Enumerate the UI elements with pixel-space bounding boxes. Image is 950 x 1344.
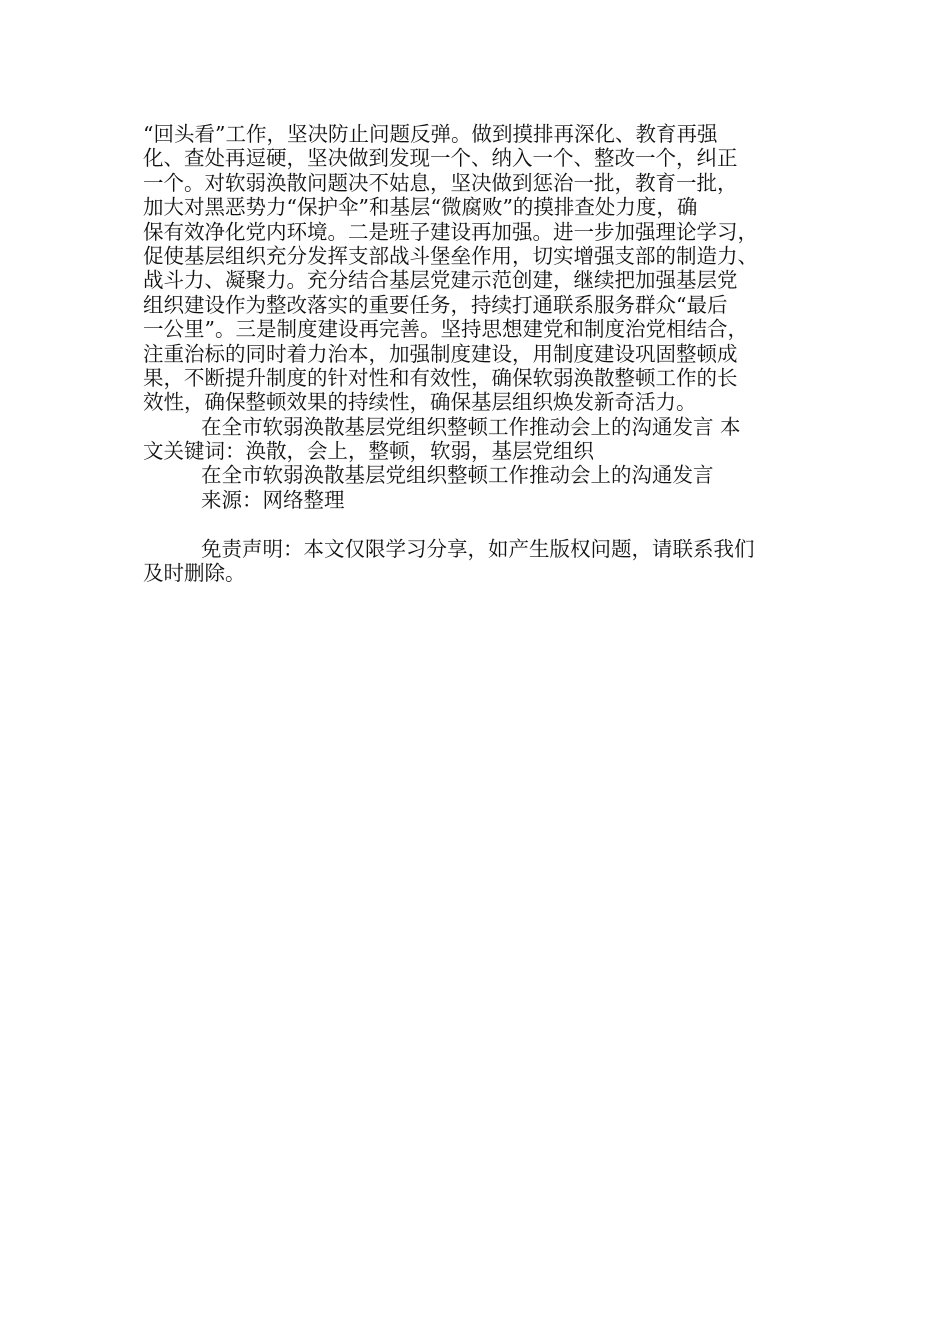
- body-line: 一个。对软弱涣散问题决不姑息，坚决做到惩治一批，教育一批，: [143, 170, 738, 195]
- body-line: “回头看”工作，坚决防止问题反弹。做到摸排再深化、教育再强: [143, 122, 718, 146]
- body-line: 化、查处再逗硬，坚决做到发现一个、纳入一个、整改一个，纠正: [143, 146, 738, 171]
- document-body: [143, 122, 826, 585]
- body-line: 组织建设作为整改落实的重要任务，持续打通联系服务群众“最后: [143, 292, 728, 317]
- keywords-line-continued: 文关键词：涣散，会上，整顿，软弱，基层党组织: [143, 439, 594, 464]
- blank-line: [143, 512, 826, 536]
- body-line: 一公里”。三是制度建设再完善。坚持思想建党和制度治党相结合，: [143, 317, 748, 342]
- body-line: 加大对黑恶势力“保护伞”和基层“微腐败”的摸排查处力度，确: [143, 195, 698, 220]
- body-line: 注重治标的同时着力治本，加强制度建设，用制度建设巩固整顿成: [143, 341, 738, 366]
- title-repeat: 在全市软弱涣散基层党组织整顿工作推动会上的沟通发言: [201, 463, 714, 488]
- body-line: 保有效净化党内环境。二是班子建设再加强。进一步加强理论学习，: [143, 219, 758, 244]
- body-line: 效性，确保整顿效果的持续性，确保基层组织焕发新奇活力。: [143, 390, 697, 415]
- source-line: 来源：网络整理: [201, 487, 345, 512]
- keywords-line: 在全市软弱涣散基层党组织整顿工作推动会上的沟通发言 本: [201, 414, 741, 439]
- disclaimer-line-continued: 及时删除。: [143, 561, 246, 586]
- body-line: 促使基层组织充分发挥支部战斗堡垒作用，切实增强支部的制造力、: [143, 243, 758, 268]
- disclaimer-line: 免责声明：本文仅限学习分享，如产生版权问题，请联系我们: [201, 536, 755, 561]
- body-line: 果，不断提升制度的针对性和有效性，确保软弱涣散整顿工作的长: [143, 365, 738, 390]
- body-line: 战斗力、凝聚力。充分结合基层党建示范创建，继续把加强基层党: [143, 268, 738, 293]
